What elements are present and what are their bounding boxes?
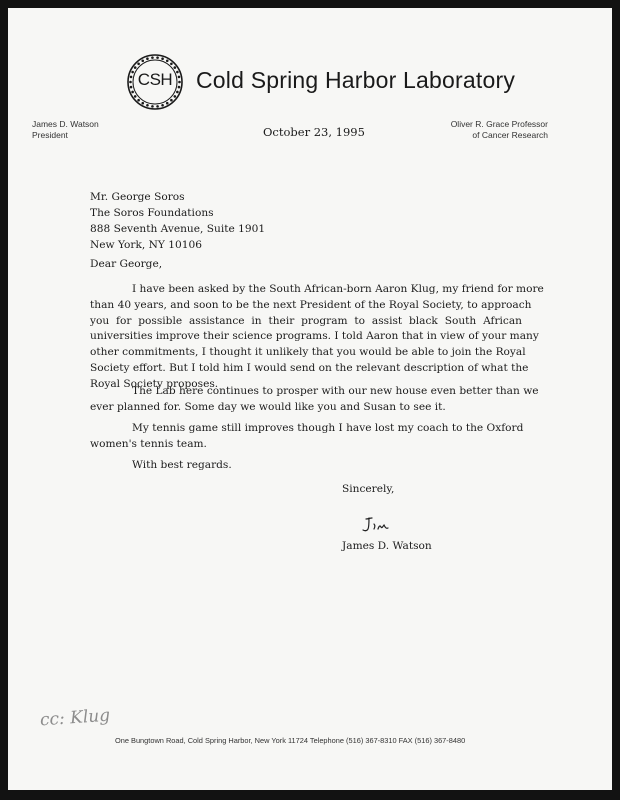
paragraph-line: universities improve their science programs. I told Aaron that in view of your many	[90, 330, 539, 343]
logo-bead	[146, 57, 149, 60]
handwritten-signature	[358, 515, 398, 535]
letterhead	[122, 50, 516, 114]
paragraph-line: Royal Society proposes.	[90, 377, 219, 390]
logo-bead	[170, 62, 173, 65]
cc-annotation: cc: Klug	[39, 705, 111, 731]
paragraph-line: With best regards.	[132, 459, 232, 471]
sender-title: President	[32, 130, 68, 140]
paragraph-line: other commitments, I thought it unlikely that you would be able to join the Royal	[90, 346, 526, 359]
logo-bead	[161, 104, 164, 107]
paragraph-line: The Lab here continues to prosper with our new house even better than we	[132, 385, 539, 397]
logo-bead	[161, 57, 164, 60]
letterhead-footer: One Bungtown Road, Cold Spring Harbor, New York 11724 Telephone (516) 367-8310 FAX (516) 367-8480	[115, 736, 466, 745]
logo-bead	[134, 66, 137, 69]
paragraph-line: ever planned for. Some day we would like you and Susan to see it.	[90, 400, 446, 413]
logo-bead	[170, 99, 173, 102]
paragraph-line: women's tennis team.	[90, 437, 207, 450]
paragraph-line: you for possible assistance in their program to assist black South African	[90, 314, 522, 327]
logo-bead	[141, 102, 144, 105]
logo-bead	[156, 56, 159, 59]
professorship-block	[434, 119, 548, 141]
recipient-organization: The Soros Foundations	[90, 207, 214, 219]
logo-bead	[156, 105, 159, 108]
professorship-line-1: Oliver R. Grace Professor	[450, 119, 548, 129]
body-paragraph-3	[90, 421, 522, 453]
sender-name: James D. Watson	[32, 119, 99, 129]
logo-bead	[134, 95, 137, 98]
paragraph-line: Society effort. But I told him I would send on the relevant description of what the	[90, 361, 529, 374]
body-paragraph-1	[90, 282, 544, 393]
recipient-address	[90, 189, 265, 253]
logo-bead	[174, 95, 177, 98]
salutation: Dear George,	[90, 258, 163, 270]
logo-bead	[174, 66, 177, 69]
letter-date: October 23, 1995	[263, 125, 365, 139]
logo-bead	[151, 56, 154, 59]
recipient-city: New York, NY 10106	[90, 239, 202, 251]
paragraph-line: than 40 years, and soon to be the next President of the Royal Society, to approach	[90, 298, 532, 311]
body-paragraph-4	[90, 458, 522, 474]
logo-bead	[176, 91, 179, 94]
logo-bead	[137, 99, 140, 102]
paragraph-line: My tennis game still improves though I have lost my coach to the Oxford	[132, 422, 524, 434]
closing: Sincerely,	[342, 483, 395, 495]
org-name: Cold Spring Harbor Laboratory	[196, 67, 516, 93]
logo-bead	[166, 102, 169, 105]
logo-bead	[141, 59, 144, 62]
logo-bead	[166, 59, 169, 62]
body-paragraph-2	[90, 384, 539, 416]
logo-bead	[151, 105, 154, 108]
signer-name: James D. Watson	[342, 540, 432, 552]
logo-bead	[137, 62, 140, 65]
letter-page	[8, 8, 612, 790]
recipient-street: 888 Seventh Avenue, Suite 1901	[90, 223, 266, 235]
sender-block	[32, 119, 99, 141]
logo-text: CSH	[137, 70, 173, 89]
logo-bead	[146, 104, 149, 107]
logo-bead	[131, 91, 134, 94]
professorship-line-2: of Cancer Research	[472, 130, 548, 140]
paragraph-line: I have been asked by the South African-born Aaron Klug, my friend for more	[132, 283, 544, 295]
recipient-name: Mr. George Soros	[90, 191, 185, 203]
